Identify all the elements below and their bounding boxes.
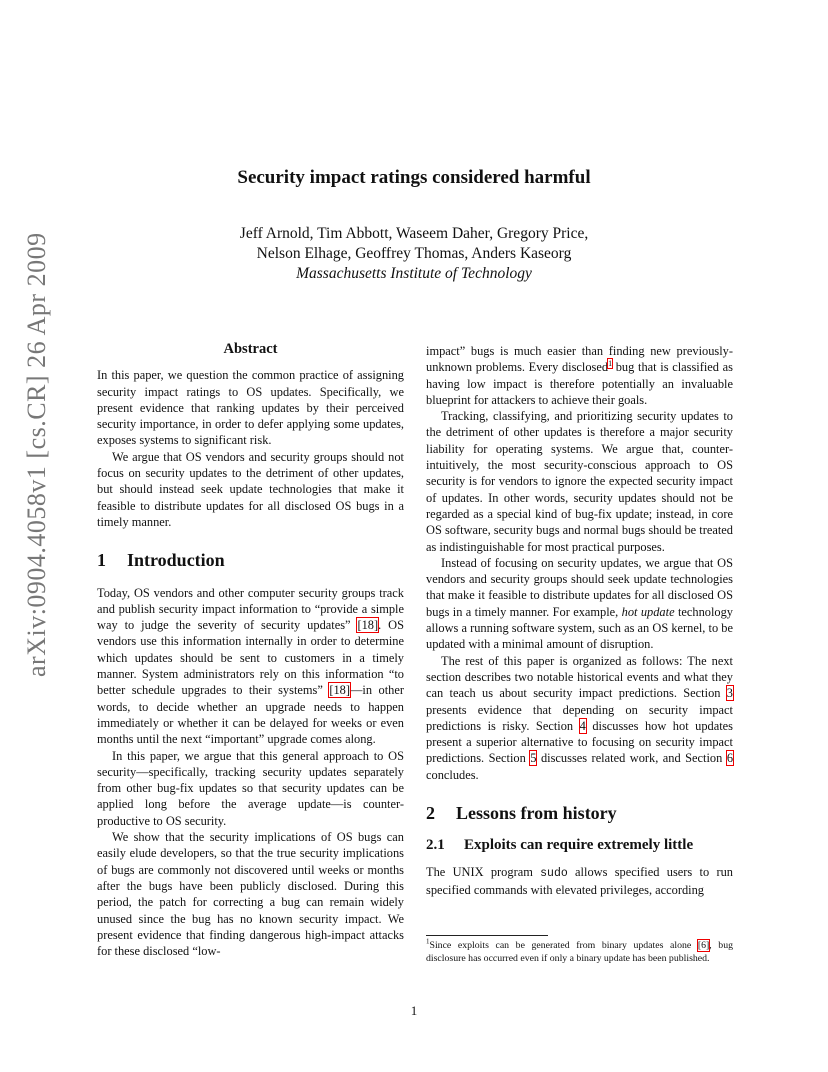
arxiv-stamp: arXiv:0904.4058v1 [cs.CR] 26 Apr 2009 <box>22 232 51 677</box>
subsection-2-1-heading <box>426 837 733 853</box>
text-run: bug that is classified as having low impact is therefore potentially an invaluable blueprint for attackers to achieve their goals. <box>426 360 733 407</box>
section-number: 1 <box>97 550 106 571</box>
footnote-link[interactable]: 1 <box>608 359 613 369</box>
text-run: Today, OS vendors and other computer security groups track and publish security impact information to “provide a simple way to judge the severity of security updates” <box>97 585 404 633</box>
citation-link[interactable]: [18] <box>329 683 350 698</box>
text-run: , bug disclosure has occurred even if only a binary update has been published. <box>426 940 733 964</box>
paper-title: Security impact ratings considered harmful <box>237 167 591 188</box>
text-run: Since exploits can be generated from binary updates alone <box>429 940 698 951</box>
footnote <box>426 939 733 965</box>
section-2-paragraph-1 <box>426 864 733 899</box>
intro-paragraph-6 <box>426 653 733 783</box>
text-run: discusses related work, and Section <box>536 751 727 766</box>
text-run: impact” bugs is much easier than finding new previously-unknown problems. Every disclosed <box>426 344 733 375</box>
section-link[interactable]: 3 <box>726 686 733 701</box>
author-block <box>0 224 828 284</box>
citation-link[interactable]: [18] <box>357 618 379 633</box>
text-run: presents evidence that depending on security impact predictions is risky. Section <box>426 702 733 733</box>
section-2-heading <box>426 803 733 824</box>
text-run: The rest of this paper is organized as follows: The next section describes two notable historical events and what they can teach us about security impact predictions. Section <box>426 653 733 701</box>
abstract-heading: Abstract <box>223 341 278 357</box>
intro-paragraph-1 <box>97 585 404 748</box>
abstract-paragraph-1: In this paper, we question the common practice of assigning security impact ratings to OS updates. Specifically, we present evidence that ranking updates by their perceived security importance, in order to defer applying some updates, exposes systems to significant risk. <box>97 368 404 448</box>
text-run: concludes. <box>426 767 479 782</box>
intro-paragraph-3-continued <box>426 343 733 408</box>
footnote-mark: 1 <box>426 937 430 946</box>
section-link[interactable]: 6 <box>726 751 734 766</box>
right-column <box>426 343 733 898</box>
authors-line-2: Nelson Elhage, Geoffrey Thomas, Anders Kaseorg <box>256 245 572 262</box>
section-title: Lessons from history <box>456 803 617 824</box>
text-run: discusses how hot updates present a superior alternative to focusing on security impact predictions. Section <box>426 718 733 766</box>
text-run: allows specified users to run specified commands with elevated privileges, according <box>426 864 733 897</box>
intro-paragraph-4: Tracking, classifying, and prioritizing security updates to the detriment of other updates is therefore a major security liability for operating systems. We argue that, counter-intuitively, the most security-conscious approach to OS security is for vendors to ignore the expected security impact of updates. In other words, security updates should not be regarded as a special kind of bug-fix update; instead, in core OS software, security bugs and normal bugs should be treated as indistinguishable for most practical purposes. <box>426 409 733 554</box>
citation-link[interactable]: [6] <box>697 940 710 951</box>
abstract-paragraph-2: We argue that OS vendors and security groups should not focus on security updates to the detriment of other updates, but should instead seek update technologies that make it feasible to distribute updates for all disclosed OS bugs in a timely manner. <box>97 449 404 529</box>
code-term: sudo <box>540 866 568 880</box>
page-number: 1 <box>410 1003 418 1018</box>
emphasis: hot update <box>621 604 675 619</box>
section-number: 2 <box>426 803 435 824</box>
affiliation: Massachusetts Institute of Technology <box>296 265 532 282</box>
text-run: technology allows a running software system, such as an OS kernel, to be updated with a minimal amount of disruption. <box>426 604 734 652</box>
authors-line-1: Jeff Arnold, Tim Abbott, Waseem Daher, Gregory Price, <box>239 225 589 242</box>
intro-paragraph-2: In this paper, we argue that this general approach to OS security—specifically, tracking security updates separately from other bug-fix updates so that security updates can be applied long before the average update—is counter-productive to OS security. <box>97 748 404 828</box>
section-link[interactable]: 4 <box>579 718 586 733</box>
footnote-rule <box>426 935 548 936</box>
section-link[interactable]: 5 <box>530 751 537 766</box>
text-run: —in other words, to decide whether an upgrade needs to happen immediately or whether it can be delayed for weeks or even months until the next “important” upgrade comes along. <box>97 683 404 747</box>
intro-paragraph-3: We show that the security implications of OS bugs can easily elude developers, so that the true security implications of bugs are commonly not discovered until weeks or months after the bugs have been publicly disclosed. During this period, the patch for correcting a bug can remain widely unused since the bug has no known security impact. We present evidence that finding dangerous high-impact attacks for these disclosed “low- <box>97 830 404 959</box>
section-title: Introduction <box>127 550 225 571</box>
subsection-number: 2.1 <box>426 837 445 854</box>
left-column <box>97 341 404 959</box>
section-1-heading <box>97 550 404 571</box>
text-run: The UNIX program <box>426 864 541 879</box>
subsection-title: Exploits can require extremely little <box>464 837 694 854</box>
text-run: . OS vendors use this information internally in order to determine which updates should be sent to customers in a timely manner. System administrators rely on this information “to better schedule upgrades to their systems” <box>97 618 404 698</box>
intro-paragraph-5 <box>426 555 733 653</box>
text-run: Instead of focusing on security updates, we argue that OS vendors and security groups should seek update technologies that make it feasible to distribute updates for all disclosed OS bugs in a timely manner. For example, <box>426 555 733 619</box>
